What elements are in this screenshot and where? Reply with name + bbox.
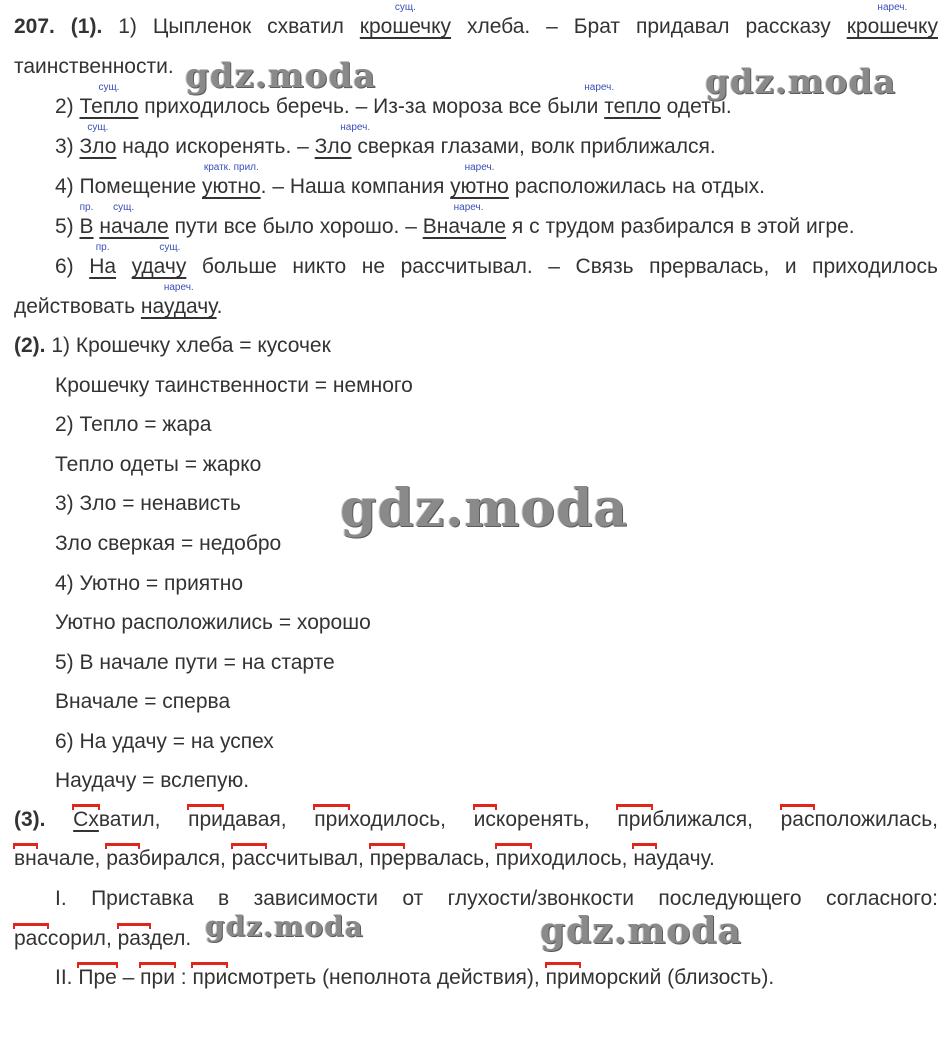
rule-1: I. Приставка в зависимости от глухости/звонкости последующего согласного: xyxy=(55,887,938,910)
part2-item: Уютно расположились = хорошо xyxy=(55,611,371,634)
watermark: gdz.moda xyxy=(705,62,897,102)
part2-item: Зло сверкая = недобро xyxy=(55,532,282,555)
annotated-word: нареч. крошечку xyxy=(846,2,938,38)
part2-item: Крошечку таинственности = немного xyxy=(55,374,413,397)
exercise-number: 207. (1). xyxy=(14,15,103,38)
watermark: gdz.moda xyxy=(205,910,364,943)
part1-line-4: 4) Помещение кратк. прил. уютно. – Наша компания нареч. уютно расположилась на отдых. xyxy=(55,162,765,198)
part2-number: (2). xyxy=(14,334,46,357)
part1-line-5: 5) пр. В сущ. начале пути все было хорошо. – нареч. Вначале я с трудом разбирался в этой игре. xyxy=(55,202,855,238)
part2-item: 4) Уютно = приятно xyxy=(55,572,244,595)
part2-item: 6) На удачу = на успех xyxy=(55,730,274,753)
part1-line-3: 3) сущ. Зло надо искоренять. – нареч. Зло сверкая глазами, волк приближался. xyxy=(55,122,716,158)
part1-line-6: 6) пр. На сущ. удачу больше никто не рассчитывал. – Связь прервалась, и приходилось xyxy=(55,242,938,278)
watermark: gdz.moda xyxy=(340,478,629,539)
part2-item: Вначале = сперва xyxy=(55,690,231,713)
part2-item: Тепло одеты = жарко xyxy=(55,453,262,476)
watermark: gdz.moda xyxy=(185,56,377,96)
part3-line-1: (3). Схватил, придавая, приходилось, искоренять, приближался, расположилась, xyxy=(14,808,938,831)
part2-item: (2). 1) Крошечку хлеба = кусочек xyxy=(14,334,331,357)
part3-number: (3). xyxy=(14,808,46,831)
part1-line-6b: действовать нареч. наудачу. xyxy=(14,282,223,318)
part2-item: Наудачу = вслепую. xyxy=(55,769,250,792)
watermark: gdz.moda xyxy=(540,910,742,952)
part1-line-1b: таинственности. xyxy=(14,55,174,78)
part1-line-2: 2) сущ. Тепло приходилось беречь. – Из-за мороза все были нареч. тепло одеты. xyxy=(55,82,732,118)
annotated-word: сущ. крошечку xyxy=(359,2,452,38)
rule-1-examples: рассорил, раздел. xyxy=(14,927,192,950)
part2-item: 2) Тепло = жара xyxy=(55,413,212,436)
part1-line-1: 207. (1). 1) Цыпленок схватил сущ. крошечку хлеба. – Брат придавал рассказу нареч. крошечку xyxy=(14,2,938,38)
rule-2: II. Пре – при : присмотреть (неполнота действия), приморский (близость). xyxy=(55,966,775,989)
part2-item: 5) В начале пути = на старте xyxy=(55,651,335,674)
part2-item: 3) Зло = ненависть xyxy=(55,492,241,515)
part3-line-2: вначале, разбирался, рассчитывал, прервалась, приходилось, наудачу. xyxy=(14,847,715,870)
